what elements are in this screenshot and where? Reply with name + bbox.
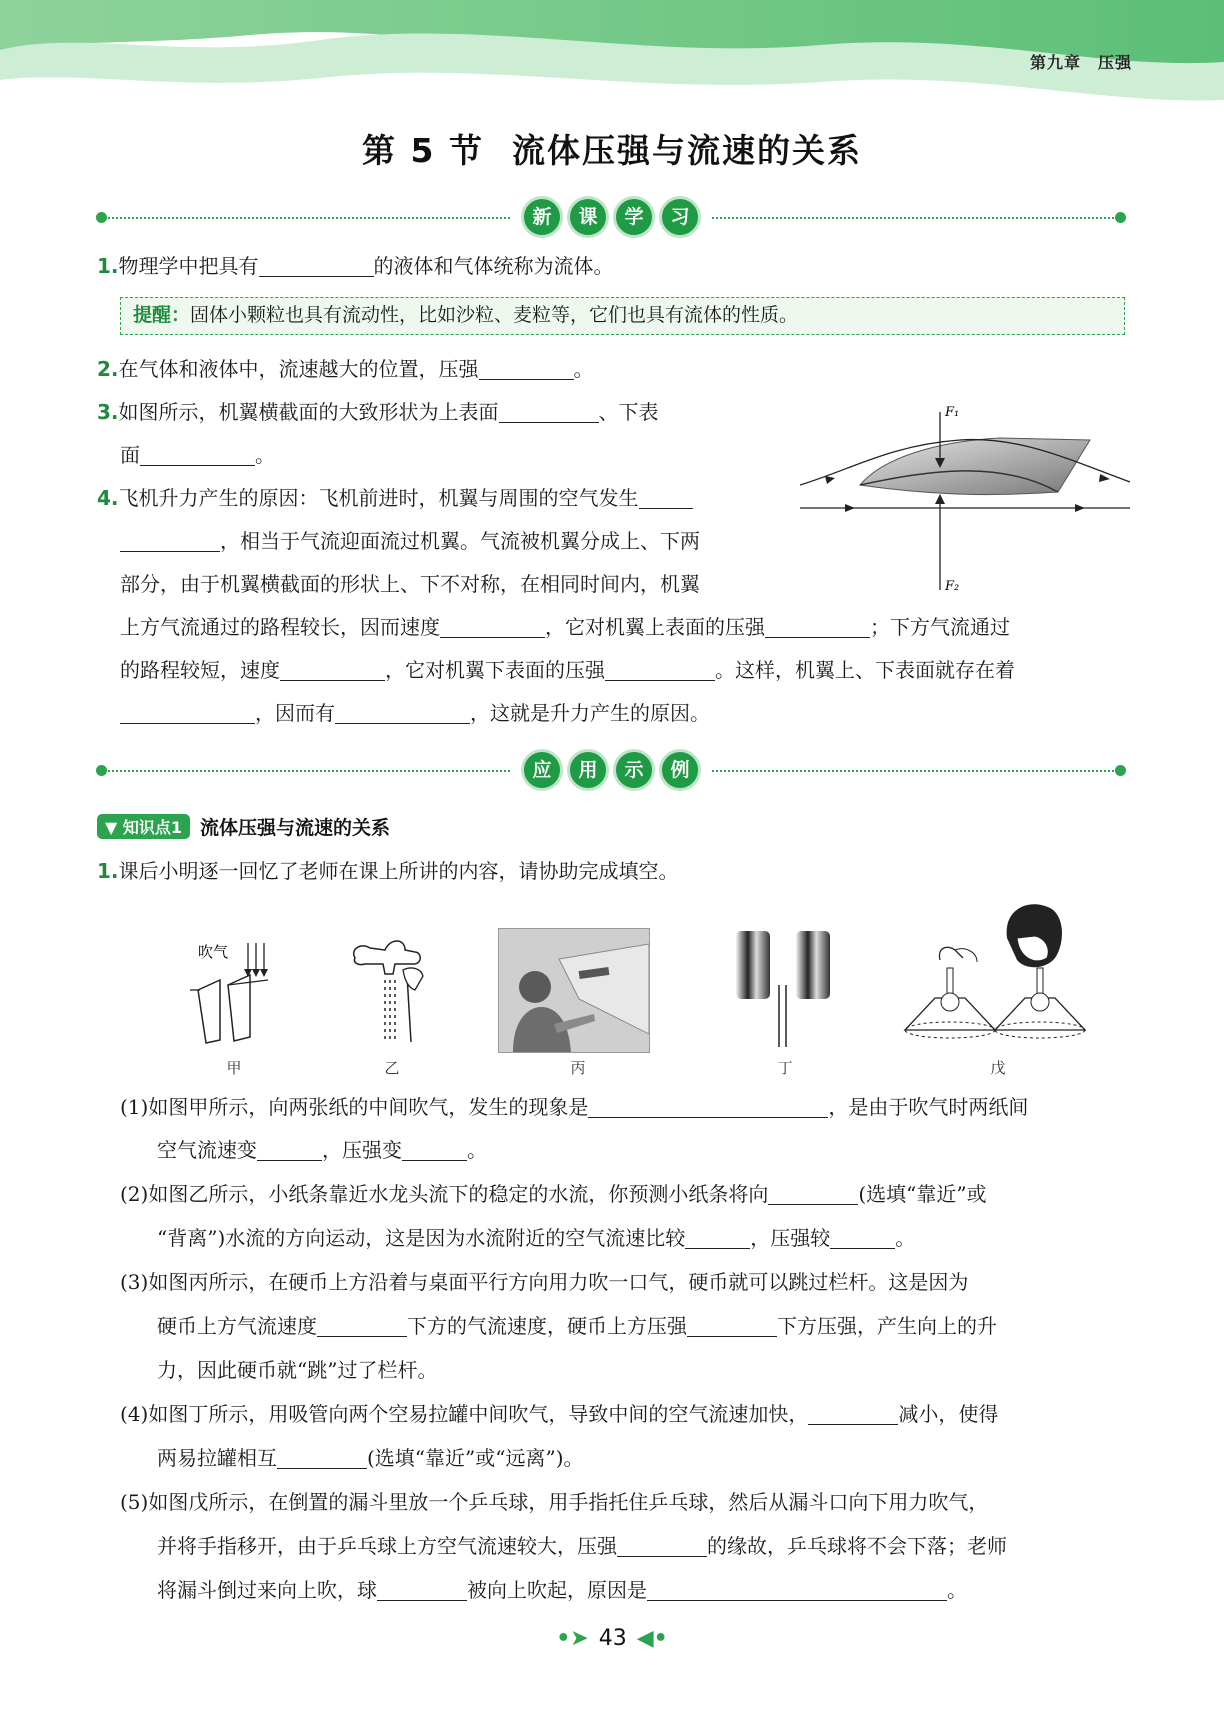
knowledge-point-tag: ▼ 知识点1 bbox=[97, 814, 190, 839]
section-badge: 例 bbox=[659, 749, 701, 791]
figure-label: 丁 bbox=[777, 1059, 793, 1077]
answer-blank[interactable] bbox=[605, 658, 715, 681]
answer-blank[interactable] bbox=[617, 1534, 707, 1557]
answer-blank[interactable] bbox=[140, 443, 255, 466]
sub-question-5-cont2: 将漏斗倒过来向上吹，球 被向上吹起，原因是 。 bbox=[157, 1578, 967, 1602]
triangle-icon: ▼ bbox=[105, 817, 118, 837]
answer-blank[interactable] bbox=[257, 1138, 322, 1161]
question-4-line6: ，因而有 ，这就是升力产生的原因。 bbox=[120, 699, 710, 727]
section-badge: 应 bbox=[521, 749, 563, 791]
section-badge: 习 bbox=[659, 196, 701, 238]
sub-question-4-cont: 两易拉罐相互 (选填“靠近”或“远离”)。 bbox=[157, 1446, 584, 1470]
section-number: 第 5 节 bbox=[362, 131, 484, 170]
new-lesson-divider bbox=[96, 202, 1126, 232]
question-4-line4: 上方气流通过的路程较长，因而速度 ，它对机翼上表面的压强 ；下方气流通过 bbox=[120, 615, 1010, 639]
knowledge-point-title: 流体压强与流速的关系 bbox=[200, 816, 391, 839]
answer-blank[interactable] bbox=[687, 1314, 777, 1337]
figure-yi-faucet bbox=[345, 930, 435, 1050]
question-3: 3.如图所示，机翼横截面的大致形状为上表面 、下表 bbox=[97, 400, 659, 424]
reminder-label: 提醒： bbox=[133, 304, 191, 326]
answer-blank[interactable] bbox=[768, 1182, 858, 1205]
answer-blank[interactable] bbox=[280, 658, 385, 681]
sub-question-2-cont: “背离”)水流的方向运动，这是因为水流附近的空气流速比较 ，压强较 。 bbox=[157, 1226, 916, 1250]
answer-blank[interactable] bbox=[639, 486, 693, 509]
question-2: 2.在气体和液体中，流速越大的位置，压强 。 bbox=[97, 357, 594, 381]
answer-blank[interactable] bbox=[647, 1578, 947, 1601]
figure-label: 乙 bbox=[384, 1059, 400, 1077]
knowledge-point-header bbox=[97, 813, 390, 839]
figure-label: 丙 bbox=[570, 1059, 586, 1077]
sub-question-3-cont2: 力，因此硬币就“跳”过了栏杆。 bbox=[157, 1358, 438, 1382]
section-badge: 新 bbox=[521, 196, 563, 238]
figure-wu-funnel bbox=[895, 898, 1095, 1048]
answer-blank[interactable] bbox=[277, 1446, 367, 1469]
question-4: 4.飞机升力产生的原因：飞机前进时，机翼与周围的空气发生 bbox=[97, 484, 693, 512]
answer-blank[interactable] bbox=[765, 615, 870, 638]
sub-question-5-cont: 并将手指移开，由于乒乓球上方空气流速较大，压强 的缘故，乒乓球将不会下落；老师 bbox=[157, 1534, 1007, 1558]
question-4-line5: 的路程较短，速度 ，它对机翼下表面的压强 。这样，机翼上、下表面就存在着 bbox=[120, 658, 1015, 682]
answer-blank[interactable] bbox=[402, 1138, 467, 1161]
answer-blank[interactable] bbox=[479, 357, 574, 380]
section-badge: 示 bbox=[613, 749, 655, 791]
sub-question-1-cont: 空气流速变 ，压强变 。 bbox=[157, 1138, 487, 1162]
question-4-line2: ，相当于气流迎面流过机翼。气流被机翼分成上、下两 bbox=[120, 527, 700, 555]
sub-question-5: (5)如图戊所示，在倒置的漏斗里放一个乒乓球，用手指托住乒乓球，然后从漏斗口向下用力吹气， bbox=[120, 1490, 989, 1514]
answer-blank[interactable] bbox=[499, 400, 599, 423]
answer-blank[interactable] bbox=[808, 1402, 898, 1425]
answer-blank[interactable] bbox=[259, 254, 374, 277]
question-3-cont: 面 。 bbox=[120, 443, 275, 467]
figure-label: 戊 bbox=[990, 1059, 1006, 1077]
figure-ding-cans bbox=[730, 925, 840, 1050]
application-divider bbox=[96, 755, 1126, 785]
question-4-line3: 部分，由于机翼横截面的形状上、下不对称，在相同时间内，机翼 bbox=[120, 572, 700, 596]
answer-blank[interactable] bbox=[377, 1578, 467, 1601]
arrow-left-icon: ◀• bbox=[636, 1626, 668, 1651]
figure-jia-papers bbox=[190, 935, 290, 1050]
section-name: 流体压强与流速的关系 bbox=[511, 131, 862, 170]
chapter-header: 第九章 压强 bbox=[1029, 53, 1132, 72]
reminder-box bbox=[120, 297, 1125, 335]
arrow-right-icon: •➤ bbox=[556, 1626, 589, 1651]
answer-blank[interactable] bbox=[588, 1095, 828, 1118]
sub-question-1: (1)如图甲所示，向两张纸的中间吹气，发生的现象是 ，是由于吹气时两纸间 bbox=[120, 1095, 1029, 1119]
question-1: 1.物理学中把具有 的液体和气体统称为流体。 bbox=[97, 254, 614, 278]
answer-blank[interactable] bbox=[120, 529, 220, 552]
answer-blank[interactable] bbox=[317, 1314, 407, 1337]
sub-question-3: (3)如图丙所示，在硬币上方沿着与桌面平行方向用力吹一口气，硬币就可以跳过栏杆。这是因为 bbox=[120, 1270, 969, 1294]
force-f2-label: F₂ bbox=[945, 579, 960, 594]
section-badge: 学 bbox=[613, 196, 655, 238]
answer-blank[interactable] bbox=[335, 701, 470, 724]
force-f1-label: F₁ bbox=[945, 405, 960, 420]
figure-label: 甲 bbox=[226, 1059, 242, 1077]
page-number: 43 bbox=[598, 1626, 627, 1651]
answer-blank[interactable] bbox=[440, 615, 545, 638]
example-1: 1.课后小明逐一回忆了老师在课上所讲的内容，请协助完成填空。 bbox=[97, 859, 679, 883]
page-title bbox=[0, 125, 1224, 172]
sub-question-4: (4)如图丁所示，用吸管向两个空易拉罐中间吹气，导致中间的空气流速加快， 减小，使得 bbox=[120, 1402, 999, 1426]
blow-label: 吹气 bbox=[198, 943, 229, 961]
section-badge: 课 bbox=[567, 196, 609, 238]
section-badge: 用 bbox=[567, 749, 609, 791]
wing-figure bbox=[800, 400, 1130, 600]
reminder-text: 固体小颗粒也具有流动性，比如沙粒、麦粒等，它们也具有流体的性质。 bbox=[190, 304, 799, 326]
answer-blank[interactable] bbox=[830, 1226, 895, 1249]
page-footer bbox=[0, 1626, 1224, 1651]
sub-question-3-cont: 硬币上方气流速度 下方的气流速度，硬币上方压强 下方压强，产生向上的升 bbox=[157, 1314, 997, 1338]
sub-question-2: (2)如图乙所示，小纸条靠近水龙头流下的稳定的水流，你预测小纸条将向 (选填“靠近”或 bbox=[120, 1182, 987, 1206]
answer-blank[interactable] bbox=[685, 1226, 750, 1249]
figure-bing-photo bbox=[498, 928, 650, 1053]
answer-blank[interactable] bbox=[120, 701, 255, 724]
